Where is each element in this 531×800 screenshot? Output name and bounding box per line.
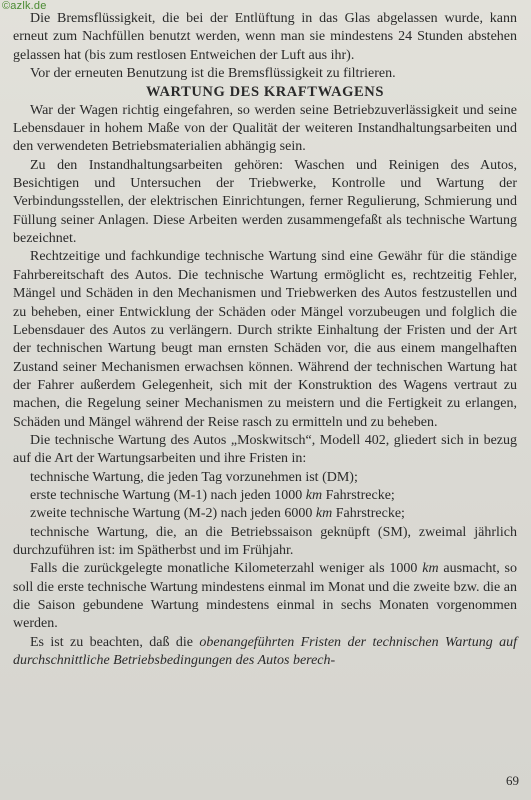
list-item: erste technische Wartung (M-1) nach jeden 1000 km Fahrstrecke;: [30, 487, 395, 503]
watermark: ©azlk.de: [2, 0, 47, 12]
list-item: zweite technische Wartung (M-2) nach jeden 6000 km Fahrstrecke;: [30, 506, 405, 522]
page-number: 69: [506, 773, 519, 788]
paragraph: Zu den Instandhaltungsarbeiten gehören: Waschen und Reinigen des Autos, Besichtigen und Untersuchen der Triebwerke, Kontrolle und Wartung der Verbindungsstellen, der elektrischen Einrichtungen, ferner Regulierung, Schmierung und Füllung seiner Anlagen. Diese Arbeiten werden zusammengefaßt als technische Wartung bezeichnet.: [13, 157, 517, 247]
paragraph: Vor der erneuten Benutzung ist die Bremsflüssigkeit zu filtrieren.: [30, 66, 396, 82]
section-heading: WARTUNG DES KRAFTWAGENS: [145, 84, 385, 101]
paragraph: Die technische Wartung des Autos „Moskwitsch“, Modell 402, gliedert sich in bezug auf die Art der Wartungsarbeiten und ihre Fristen in:: [13, 432, 517, 467]
list-item: technische Wartung, die, an die Betriebssaison geknüpft (SM), zweimal jährlich durchzuführen ist: im Spätherbst und im Frühjahr.: [13, 524, 517, 558]
paragraph: War der Wagen richtig eingefahren, so werden seine Betriebzuverlässigkeit und seine Lebensdauer in hohem Maße von der Qualität der weiteren Instandhaltungsarbeiten und den verwendeten Betriebsmaterialien abhängig sein.: [13, 102, 517, 155]
page-text: [13, 10, 517, 670]
list-item: technische Wartung, die jeden Tag vorzunehmen ist (DM);: [30, 469, 358, 485]
paragraph: Es ist zu beachten, daß die obenangeführten Fristen der technischen Wartung auf durchschnittliche Betriebsbedingungen des Autos berech-: [13, 634, 517, 669]
paragraph: Die Bremsflüssigkeit, die bei der Entlüftung in das Glas abgelassen wurde, kann erneut zum Nachfüllen benutzt werden, wenn man sie mindestens 24 Stunden abstehen gelassen hat (bis zum restlosen Entweichen der Luft aus ihr).: [13, 11, 517, 63]
paragraph: Rechtzeitige und fachkundige technische Wartung sind eine Gewähr für die ständige Fahrbereitschaft des Autos. Die technische Wartung ermöglicht es, rechtzeitig Fehler, Mängel und Schäden in den Mechanismen und Triebwerken des Autos festzustellen und zu beheben, einer Entwicklung der Schäden oder Mängel vorzubeugen und folglich die Lebensdauer des Autos zu verlängern. Durch strikte Einhaltung der Fristen und der Art der technischen Wartung beugt man ernsten Schäden vor, die aus einem mangelhaften Zustand seiner Mechanismen erwachsen können. Während der technischen Wartung hat der Fahrer außerdem Gelegenheit, sich mit der Konstruktion des Wagens vertraut zu machen, die Regelung seiner Mechanismen zu meistern und die Fertigkeit zu erlangen, Schäden und Mängel während der Reise rasch zu ermitteln und zu beheben.: [13, 249, 517, 430]
paragraph: Falls die zurückgelegte monatliche Kilometerzahl weniger als 1000 km ausmacht, so soll die erste technische Wartung mindestens einmal im Monat und die zweite bzw. die an die Saison gebundene Wartung mindestens einmal in sechs Monaten vorgenommen werden.: [13, 561, 517, 632]
